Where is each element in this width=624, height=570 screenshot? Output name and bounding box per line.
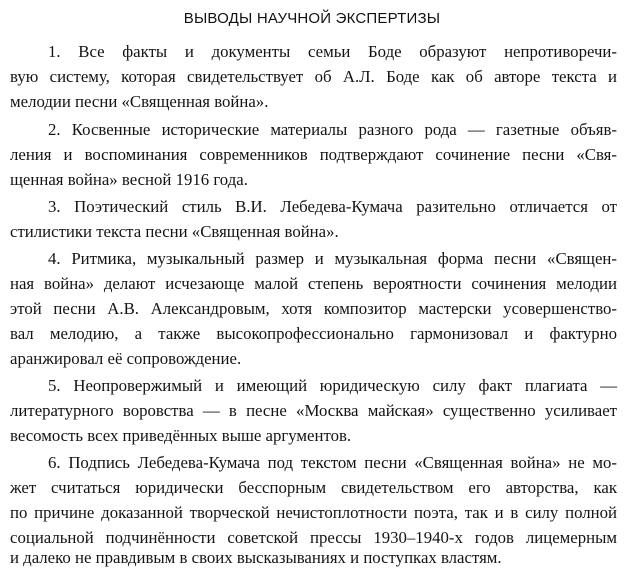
conclusion-4-line-4: вал мелодию, а также высокопрофессионально гармонизовал и фактурно bbox=[10, 324, 617, 343]
conclusion-2-line-2: ления и воспоминания современников подтверждают сочинение песни «Свя- bbox=[10, 145, 617, 164]
conclusion-1-line-3: мелодии песни «Священная война». bbox=[10, 92, 269, 111]
conclusion-4-line-2: ная война» делают исчезающе малой степень вероятности сочинения мелодии bbox=[10, 274, 617, 293]
conclusion-2-line-3: щенная война» весной 1916 года. bbox=[10, 170, 248, 189]
conclusion-6-line-2: жет считаться юридически бесспорным свидетельством его авторства, как bbox=[10, 478, 617, 497]
conclusion-3-line-1: 3. Поэтический стиль В.И. Лебедева-Кумача разительно отличается от bbox=[48, 197, 617, 216]
conclusion-4-line-3: этой песни А.В. Александровым, хотя композитор мастерски усовершенство- bbox=[10, 299, 617, 318]
conclusion-5-line-1: 5. Неопровержимый и имеющий юридическую силу факт плагиата — bbox=[48, 376, 617, 395]
conclusion-5-line-2: литературного воровства — в песне «Москва майская» существенно усиливает bbox=[10, 401, 617, 420]
conclusion-4-line-1: 4. Ритмика, музыкальный размер и музыкальная форма песни «Священ- bbox=[48, 249, 617, 268]
conclusion-2-line-1: 2. Косвенные исторические материалы разного рода — газетные объяв- bbox=[48, 120, 617, 139]
conclusion-4-line-5: аранжировал её сопровождение. bbox=[10, 349, 242, 368]
conclusion-1-line-1: 1. Все факты и документы семьи Боде образуют непротиворечи- bbox=[48, 42, 617, 61]
conclusion-3-line-2: стилистики текста песни «Священная война». bbox=[10, 222, 339, 241]
conclusion-1-line-2: вую систему, которая свидетельствует об А.Л. Боде как об авторе текста и bbox=[10, 67, 617, 86]
conclusion-6-line-5: и далеко не правдивым в своих высказываниях и поступках властям. bbox=[10, 548, 502, 567]
conclusion-6-line-3: по причине доказанной творческой нечистоплотности поэта, так и в силу полной bbox=[10, 503, 617, 522]
page-title: ВЫВОДЫ НАУЧНОЙ ЭКСПЕРТИЗЫ bbox=[183, 10, 441, 27]
conclusion-6-line-4: социальной подчинённости советской прессы 1930–1940-х годов лицемерным bbox=[10, 528, 617, 547]
conclusion-6-line-1: 6. Подпись Лебедева-Кумача под текстом песни «Священная война» не мо- bbox=[48, 453, 617, 472]
conclusion-5-line-3: весомость всех приведённых выше аргументов. bbox=[10, 426, 352, 445]
